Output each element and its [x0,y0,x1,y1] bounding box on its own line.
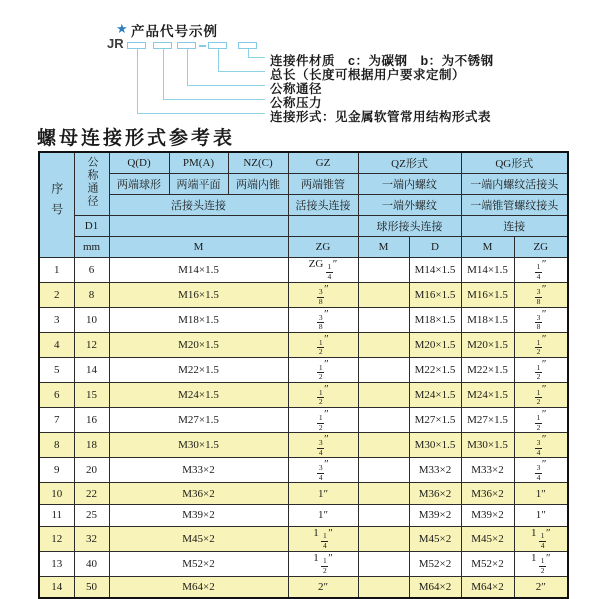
qz-m-cell [358,257,409,282]
m-thread-cell: M22×1.5 [109,357,288,382]
qz-m-cell [358,483,409,505]
qz-m-cell [358,526,409,551]
table-title: 螺母连接形式参考表 [37,128,236,149]
row-number-cell: 7 [39,408,74,433]
dn-cell: 22 [74,483,109,505]
row-number-cell: 9 [39,458,74,483]
qz-d-cell: M24×1.5 [409,382,461,407]
table-row [39,257,568,282]
row-number-cell: 6 [39,382,74,407]
qz-m-cell [358,576,409,598]
dn-cell: 10 [74,307,109,332]
diagram-label-form: 连接形式：见金属软管常用结构形式表 [270,110,492,124]
row-number-cell: 4 [39,332,74,357]
qz-m-cell [358,307,409,332]
header-qg-m-unit: M [461,236,514,257]
qg-zg-cell: $\frac{1}{2}$ ″ [514,357,568,382]
m-thread-cell: M20×1.5 [109,332,288,357]
qg-m-cell: M45×2 [461,526,514,551]
header-qz-code: QZ形式 [358,152,461,173]
qz-d-cell: M14×1.5 [409,257,461,282]
table-row [39,483,568,505]
qg-m-cell: M27×1.5 [461,408,514,433]
header-d1: D1 [74,215,109,236]
header-qz-connection: 球形接头连接 [358,215,461,236]
dn-cell: 40 [74,551,109,576]
dn-cell: 15 [74,382,109,407]
qg-m-cell: M20×1.5 [461,332,514,357]
m-thread-cell: M52×2 [109,551,288,576]
qg-m-cell: M14×1.5 [461,257,514,282]
qz-m-cell [358,382,409,407]
qg-zg-cell: 1 $\frac{1}{4}$ ″ [514,526,568,551]
header-pm-code: PM(A) [169,152,228,173]
gz-size-cell: $\frac{1}{2}$ ″ [288,357,358,382]
gz-size-cell: $\frac{1}{2}$ ″ [288,332,358,357]
diagram-label-material: 连接件材质 c：为碳钢 b：为不锈钢 [270,54,494,68]
qz-m-cell [358,357,409,382]
row-number-cell: 14 [39,576,74,598]
qg-m-cell: M22×1.5 [461,357,514,382]
dn-cell: 8 [74,282,109,307]
row-number-cell: 10 [39,483,74,505]
qz-d-cell: M45×2 [409,526,461,551]
dn-cell: 18 [74,433,109,458]
qz-d-cell: M22×1.5 [409,357,461,382]
m-thread-cell: M64×2 [109,576,288,598]
m-thread-cell: M16×1.5 [109,282,288,307]
header-mm: mm [74,236,109,257]
m-thread-cell: M33×2 [109,458,288,483]
header-qz-desc2: 一端外螺纹 [358,194,461,215]
table-row [39,382,568,407]
row-number-cell: 2 [39,282,74,307]
m-thread-cell: M27×1.5 [109,408,288,433]
qz-d-cell: M33×2 [409,458,461,483]
product-code-prefix: JR [107,36,124,51]
code-box-3 [177,42,196,49]
qg-zg-cell: $\frac{3}{4}$ ″ [514,458,568,483]
table-row [39,357,568,382]
qg-m-cell: M33×2 [461,458,514,483]
connector-line-form [137,49,265,114]
dn-cell: 50 [74,576,109,598]
qg-m-cell: M18×1.5 [461,307,514,332]
header-qz-m-unit: M [358,236,409,257]
row-number-cell: 8 [39,433,74,458]
row-number-cell: 1 [39,257,74,282]
dn-cell: 32 [74,526,109,551]
qz-m-cell [358,332,409,357]
code-box-1 [127,42,146,49]
header-gz-connection: 活接头连接 [288,194,358,215]
code-dash [199,45,206,47]
qz-d-cell: M39×2 [409,504,461,526]
qz-m-cell [358,433,409,458]
row-number-cell: 13 [39,551,74,576]
gz-size-cell: $\frac{3}{4}$ ″ [288,458,358,483]
qz-m-cell [358,458,409,483]
header-qz-desc1: 一端内螺纹 [358,173,461,194]
code-box-2 [153,42,172,49]
qz-m-cell [358,282,409,307]
qg-m-cell: M24×1.5 [461,382,514,407]
table-row [39,526,568,551]
row-number-cell: 11 [39,504,74,526]
header-qz-d-unit: D [409,236,461,257]
gz-size-cell: $\frac{1}{2}$ ″ [288,382,358,407]
table-body [39,257,568,598]
gz-size-cell: 2″ [288,576,358,598]
qg-zg-cell: 1″ [514,483,568,505]
diagram-title: 产品代号示例 [131,24,218,39]
gz-size-cell: 1 $\frac{1}{2}$ ″ [288,551,358,576]
header-qg-code: QG形式 [461,152,568,173]
header-qg-desc2: 一端锥管螺纹接头 [461,194,568,215]
qz-d-cell: M52×2 [409,551,461,576]
table-row [39,458,568,483]
qg-m-cell: M52×2 [461,551,514,576]
header-pm-desc: 两端平面 [169,173,228,194]
qg-zg-cell: $\frac{3}{4}$ ″ [514,433,568,458]
qz-d-cell: M30×1.5 [409,433,461,458]
qz-m-cell [358,504,409,526]
m-thread-cell: M14×1.5 [109,257,288,282]
header-nominal-diameter: 公称通径 [74,152,109,215]
dn-cell: 16 [74,408,109,433]
gz-size-cell: 1″ [288,504,358,526]
star-icon: ★ [116,21,128,36]
diagram-label-length: 总长（长度可根据用户要求定制） [270,68,466,82]
gz-size-cell: 1 $\frac{1}{4}$ ″ [288,526,358,551]
qg-zg-cell: 1 $\frac{1}{2}$ ″ [514,551,568,576]
table-row [39,551,568,576]
table-row [39,307,568,332]
row-number-cell: 3 [39,307,74,332]
header-q-code: Q(D) [109,152,169,173]
qg-zg-cell: $\frac{1}{2}$ ″ [514,332,568,357]
qg-zg-cell: $\frac{1}{4}$ ″ [514,257,568,282]
table-row [39,332,568,357]
header-qg-zg-unit: ZG [514,236,568,257]
m-thread-cell: M30×1.5 [109,433,288,458]
table-row [39,408,568,433]
qz-d-cell: M16×1.5 [409,282,461,307]
qz-d-cell: M18×1.5 [409,307,461,332]
qg-m-cell: M64×2 [461,576,514,598]
qz-d-cell: M64×2 [409,576,461,598]
row-number-cell: 12 [39,526,74,551]
row-number-cell: 5 [39,357,74,382]
qg-zg-cell: 1″ [514,504,568,526]
dn-cell: 6 [74,257,109,282]
qz-m-cell [358,408,409,433]
m-thread-cell: M18×1.5 [109,307,288,332]
qg-m-cell: M39×2 [461,504,514,526]
code-box-5 [238,42,257,49]
qg-zg-cell: 2″ [514,576,568,598]
qg-zg-cell: $\frac{3}{8}$ ″ [514,282,568,307]
gz-size-cell: $\frac{3}{8}$ ″ [288,307,358,332]
gz-size-cell: $\frac{1}{2}$ ″ [288,408,358,433]
qg-m-cell: M30×1.5 [461,433,514,458]
table-row [39,433,568,458]
qz-d-cell: M27×1.5 [409,408,461,433]
code-box-4 [208,42,227,49]
qg-zg-cell: $\frac{1}{2}$ ″ [514,382,568,407]
gz-size-cell: 1″ [288,483,358,505]
header-blank-qpn [109,215,288,236]
dn-cell: 20 [74,458,109,483]
m-thread-cell: M39×2 [109,504,288,526]
qg-zg-cell: $\frac{3}{8}$ ″ [514,307,568,332]
gz-size-cell: $\frac{3}{8}$ ″ [288,282,358,307]
header-nz-code: NZ(C) [228,152,288,173]
header-union-connection: 活接头连接 [109,194,288,215]
header-qg-desc1: 一端内螺纹活接头 [461,173,568,194]
header-zg-unit: ZG [288,236,358,257]
qz-d-cell: M36×2 [409,483,461,505]
header-nz-desc: 两端内锥 [228,173,288,194]
header-m-unit: M [109,236,288,257]
qg-m-cell: M16×1.5 [461,282,514,307]
gz-size-cell: ZG $\frac{1}{4}$ ″ [288,257,358,282]
header-gz-desc: 两端锥管 [288,173,358,194]
header-qg-connection: 连接 [461,215,568,236]
diagram-label-pressure: 公称压力 [270,96,323,110]
nut-connection-table [38,151,569,599]
m-thread-cell: M45×2 [109,526,288,551]
dn-cell: 12 [74,332,109,357]
m-thread-cell: M24×1.5 [109,382,288,407]
qz-d-cell: M20×1.5 [409,332,461,357]
header-blank-gz [288,215,358,236]
dn-cell: 25 [74,504,109,526]
header-row-number: 序号 [39,152,74,257]
gz-size-cell: $\frac{3}{4}$ ″ [288,433,358,458]
table-row [39,282,568,307]
header-gz-code: GZ [288,152,358,173]
m-thread-cell: M36×2 [109,483,288,505]
qg-zg-cell: $\frac{1}{2}$ ″ [514,408,568,433]
dn-cell: 14 [74,357,109,382]
diagram-label-diameter: 公称通径 [270,82,323,96]
table-row [39,576,568,598]
qz-m-cell [358,551,409,576]
table-row [39,504,568,526]
header-q-desc: 两端球形 [109,173,169,194]
qg-m-cell: M36×2 [461,483,514,505]
